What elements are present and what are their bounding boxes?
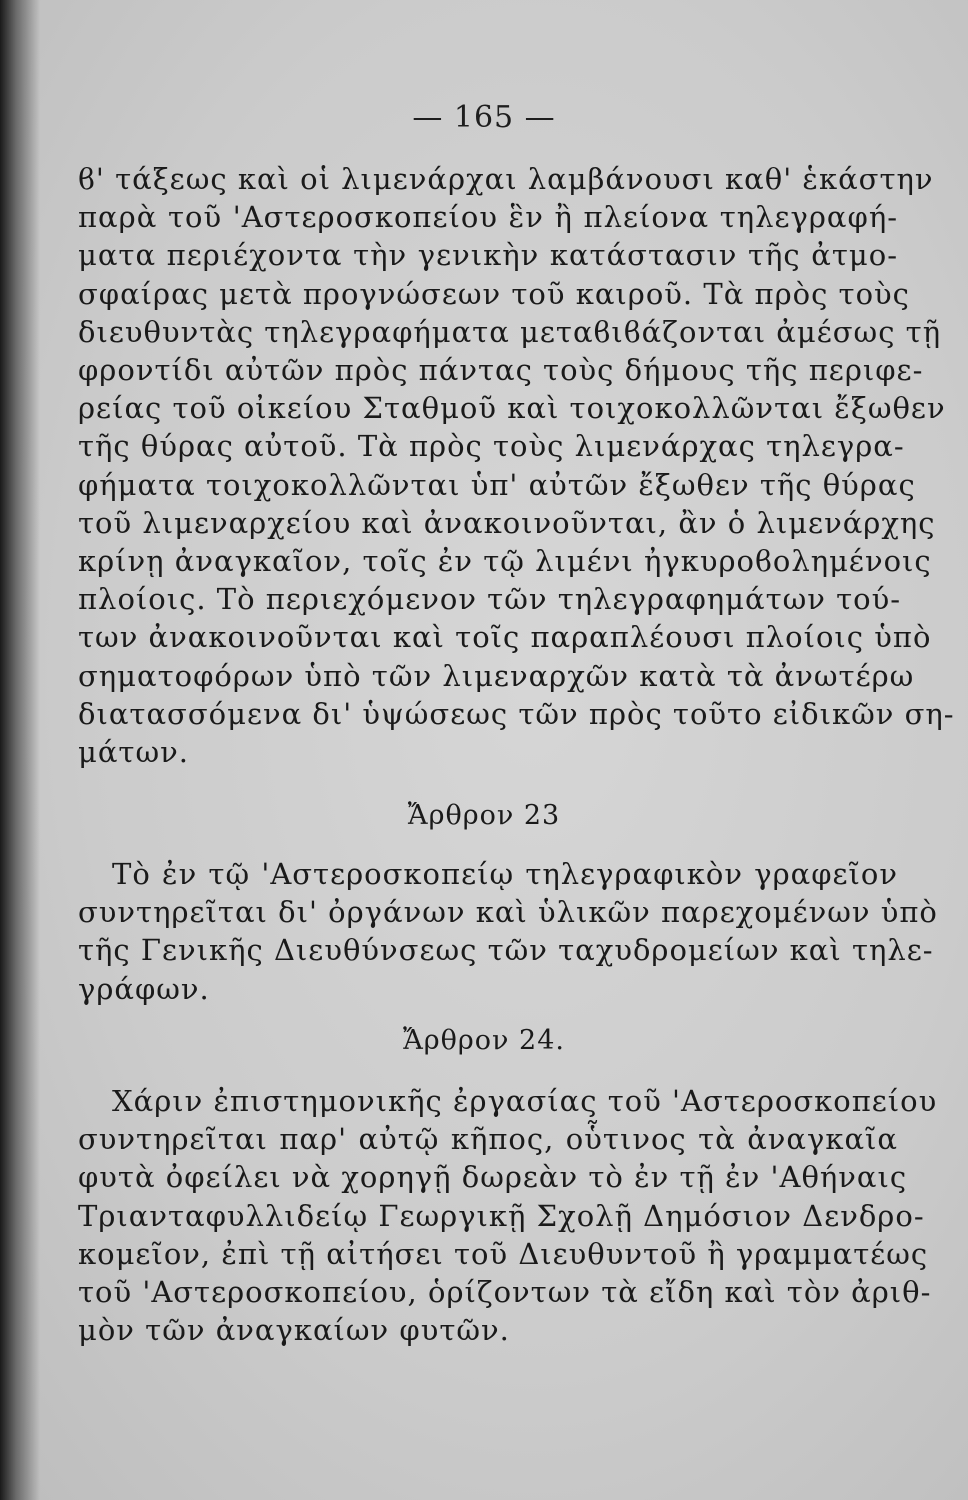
page-number: — 165 — — [412, 100, 556, 135]
paragraph-1 — [78, 160, 955, 771]
text-line: φυτὰ ὀφείλει νὰ χορηγῇ δωρεὰν τὸ ἐν τῇ ἐν 'Αθήναις — [78, 1160, 908, 1195]
text-line: τοῦ λιμεναρχείου καὶ ἀνακοινοῦνται, ἂν ὁ λιμενάρχης — [78, 505, 936, 540]
text-line: Τριανταφυλλιδείῳ Γεωργικῇ Σχολῇ Δημόσιον Δενδρο- — [78, 1198, 925, 1233]
spine-shadow — [0, 0, 40, 1500]
paragraph-2 — [78, 855, 938, 1008]
text-line: κομεῖον, ἐπὶ τῇ αἰτήσει τοῦ Διευθυντοῦ ἢ γραμματέως — [78, 1236, 929, 1271]
text-line: παρὰ τοῦ 'Αστεροσκοπείου ἓν ἢ πλείονα τηλεγραφή- — [78, 200, 898, 235]
text-line: τῆς θύρας αὐτοῦ. Τὰ πρὸς τοὺς λιμενάρχας τηλεγρα- — [78, 429, 905, 464]
text-line: ρείας τοῦ οἰκείου Σταθμοῦ καὶ τοιχοκολλῶνται ἔξωθεν — [78, 391, 946, 426]
text-line: μὸν τῶν ἀναγκαίων φυτῶν. — [78, 1313, 510, 1348]
text-line: διευθυντὰς τηλεγραφήματα μεταϐιϐάζονται ἀμέσως τῇ — [78, 314, 942, 349]
text-line: φροντίδι αὐτῶν πρὸς πάντας τοὺς δήμους τῆς περιφε- — [78, 353, 924, 388]
text-line: γράφων. — [78, 971, 210, 1006]
text-line: διατασσόμενα δι' ὑψώσεως τῶν πρὸς τοῦτο εἰδικῶν ση- — [78, 696, 955, 731]
text-line: τοῦ 'Αστεροσκοπείου, ὁρίζοντων τὰ εἴδη καὶ τὸν ἀριθ- — [78, 1275, 932, 1310]
text-line: σηματοφόρων ὑπὸ τῶν λιμεναρχῶν κατὰ τὰ ἀνωτέρω — [78, 658, 915, 693]
text-line: σφαίρας μετὰ προγνώσεων τοῦ καιροῦ. Τὰ πρὸς τοὺς — [78, 276, 910, 311]
paragraph-3 — [78, 1082, 938, 1349]
text-line: πλοίοις. Τὸ περιεχόμενον τῶν τηλεγραφημάτων τού- — [78, 582, 902, 617]
article-23-heading: Ἄρθρον 23 — [407, 800, 561, 831]
text-line: συντηρεῖται δι' ὀργάνων καὶ ὑλικῶν παρεχομένων ὑπὸ — [78, 895, 938, 930]
text-line: των ἀνακοινοῦνται καὶ τοῖς παραπλέουσι πλοίοις ὑπὸ — [78, 620, 932, 655]
text-line: φήματα τοιχοκολλῶνται ὑπ' αὐτῶν ἔξωθεν τῆς θύρας — [78, 467, 916, 502]
article-24-heading: Ἄρθρον 24. — [402, 1025, 565, 1056]
text-line: Τὸ ἐν τῷ 'Αστεροσκοπείῳ τηλεγραφικὸν γραφεῖον — [112, 857, 898, 891]
text-line: Χάριν ἐπιστημονικῆς ἐργασίας τοῦ 'Αστεροσκοπείου — [112, 1084, 938, 1118]
text-line: τῆς Γενικῆς Διευθύνσεως τῶν ταχυδρομείων καὶ τηλε- — [78, 933, 934, 968]
text-line: ματα περιέχοντα τὴν γενικὴν κατάστασιν τῆς ἀτμο- — [78, 238, 898, 273]
text-line: ϐ' τάξεως καὶ οἱ λιμενάρχαι λαμβάνουσι καθ' ἑκάστην — [78, 162, 934, 196]
text-line: συντηρεῖται παρ' αὐτῷ κῆπος, οὗτινος τὰ ἀναγκαῖα — [78, 1122, 898, 1157]
text-line: κρίνῃ ἀναγκαῖον, τοῖς ἐν τῷ λιμένι ἠγκυροϐολημένοις — [78, 544, 932, 579]
text-line: μάτων. — [78, 735, 189, 770]
